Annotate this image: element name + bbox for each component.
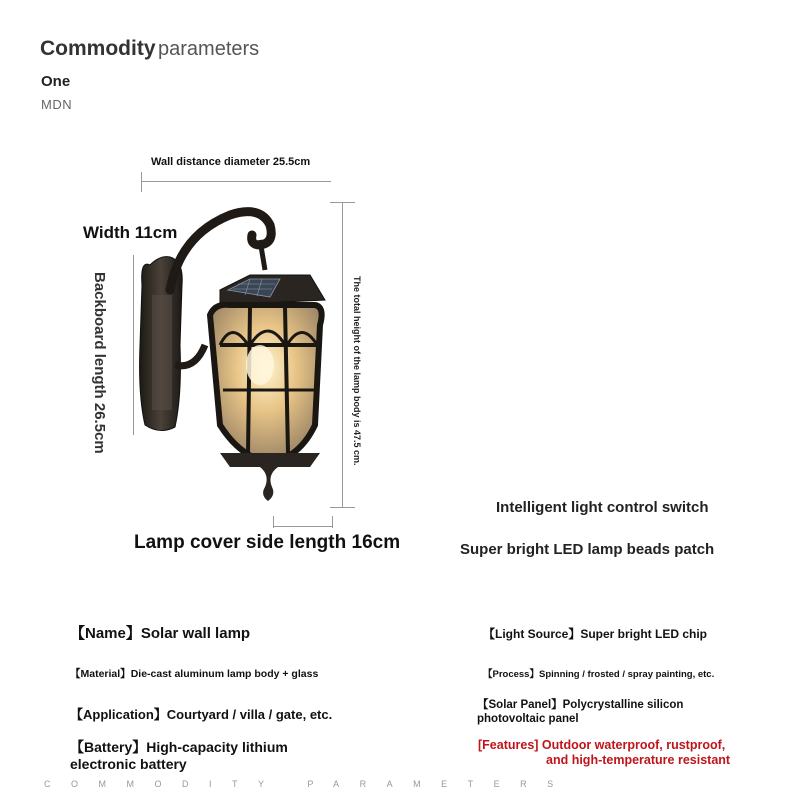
- feature-light-control: Intelligent light control switch: [496, 499, 709, 516]
- backboard-length-label: Backboard length 26.5cm: [91, 272, 108, 454]
- spec-battery-key: 【Battery】: [70, 739, 147, 755]
- spec-features-key: [Features]: [478, 738, 539, 752]
- wall-distance-tick-left: [141, 172, 142, 192]
- page-title-bold: Commodity: [40, 37, 156, 60]
- spec-application-key: 【Application】: [70, 707, 167, 722]
- cover-line: [273, 526, 333, 527]
- spec-application-value: Courtyard / villa / gate, etc.: [166, 707, 333, 722]
- page-title-light: parameters: [158, 38, 260, 60]
- spec-material-key: 【Material】: [70, 668, 131, 680]
- cover-tick-left: [273, 516, 274, 528]
- spec-process-key: 【Process】: [483, 669, 539, 680]
- footer-watermark: COMMODITY PARAMETERS: [44, 779, 574, 789]
- cover-side-length-label: Lamp cover side length 16cm: [134, 532, 401, 553]
- spec-battery-value: High-capacity lithium electronic battery: [70, 739, 288, 772]
- feature-led-beads: Super bright LED lamp beads patch: [460, 541, 715, 558]
- spec-features-value-2: and high-temperature resistant: [546, 753, 731, 767]
- spec-solar-key: 【Solar Panel】: [477, 699, 563, 711]
- spec-name-key: 【Name】: [70, 625, 141, 642]
- wall-distance-line: [141, 181, 331, 182]
- wall-distance-label: Wall distance diameter 25.5cm: [151, 156, 311, 168]
- total-height-label: The total height of the lamp body is 47.5 cm.: [352, 276, 362, 466]
- subtitle-one: One: [41, 73, 71, 90]
- spec-light-value: Super bright LED chip: [580, 627, 708, 641]
- spec-process: [483, 666, 714, 680]
- spec-material-value: Die-cast aluminum lamp body + glass: [130, 668, 319, 680]
- width-label: Width 11cm: [83, 223, 178, 242]
- spec-features-value-1: Outdoor waterproof, rustproof,: [541, 738, 726, 752]
- spec-solar-value: Polycrystalline silicon photovoltaic panel: [477, 699, 684, 725]
- cover-tick-right: [332, 516, 333, 528]
- spec-light-source: [483, 625, 707, 642]
- subtitle-mdn: MDN: [41, 97, 73, 112]
- spec-solar-panel: [477, 698, 737, 726]
- height-line: [342, 202, 343, 507]
- spec-battery: [70, 739, 340, 773]
- wall-lamp-illustration: [120, 195, 335, 515]
- spec-process-value: Spinning / frosted / spray painting, etc.: [538, 669, 715, 680]
- spec-light-key: 【Light Source】: [483, 627, 581, 641]
- spec-name-value: Solar wall lamp: [140, 625, 251, 642]
- spec-features: [478, 738, 768, 768]
- spec-material: [70, 666, 318, 681]
- spec-name: [70, 622, 250, 643]
- spec-application: [70, 704, 332, 723]
